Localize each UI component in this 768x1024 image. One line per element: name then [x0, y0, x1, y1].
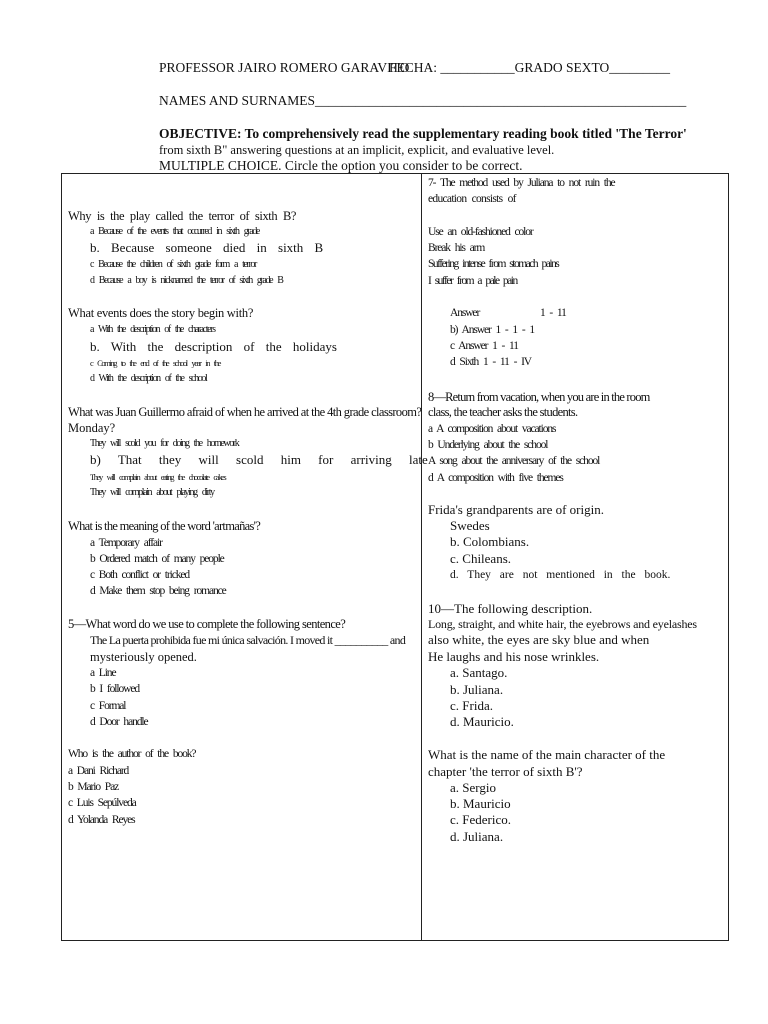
- q9-question: Frida's grandparents are of origin.: [428, 502, 604, 517]
- q8-question: 8—Return from vacation, when you are in the room: [428, 390, 650, 404]
- q3-option-d[interactable]: They will complain about playing dirty: [90, 487, 214, 498]
- q5-sentence: The La puerta prohibida fue mi única salvación. I moved it __________ and: [90, 633, 406, 647]
- q7-option-d[interactable]: I suffer from a pale pain: [428, 275, 517, 287]
- q10-option-c[interactable]: c. Frida.: [450, 698, 493, 713]
- objective-line: [159, 126, 687, 142]
- names-line: NAMES AND SURNAMES_______________________________________________________: [159, 93, 687, 108]
- q8-option-b[interactable]: b Underlying about the school: [428, 439, 548, 451]
- q5-question: 5—What word do we use to complete the following sentence?: [68, 617, 346, 631]
- q11-option-a[interactable]: a. Sergio: [450, 780, 496, 795]
- objective-text: To comprehensively read the supplementary reading book titled 'The Terror': [241, 126, 687, 141]
- q3-question-2: Monday?: [68, 421, 116, 435]
- q10-question: 10—The following description.: [428, 601, 593, 616]
- q4-option-d[interactable]: d Make them stop being romance: [90, 585, 226, 597]
- q5-option-a[interactable]: a Line: [90, 667, 116, 679]
- objective-label: OBJECTIVE:: [159, 126, 242, 141]
- q11-option-b[interactable]: b. Mauricio: [450, 796, 511, 811]
- q9-option-d[interactable]: d. They are not mentioned in the book.: [450, 569, 671, 581]
- q2-option-b[interactable]: b. With the description of the holidays: [90, 339, 337, 354]
- q5-option-d[interactable]: d Door handle: [90, 716, 148, 728]
- q4-question: What is the meaning of the word 'artmañas'?: [68, 519, 261, 533]
- q7-question-2: education consists of: [428, 193, 516, 205]
- q8-option-d[interactable]: d A composition with five themes: [428, 472, 563, 484]
- professor-line: PROFESSOR JAIRO ROMERO GARAVITO: [159, 60, 410, 75]
- q7-choices-title: Answer: [450, 307, 480, 319]
- q2-option-a[interactable]: a With the description of the characters: [90, 324, 215, 335]
- instructions-line: MULTIPLE CHOICE. Circle the option you consider to be correct.: [159, 158, 523, 173]
- q7-question: 7- The method used by Juliana to not ruin the: [428, 177, 615, 189]
- q5-sentence-2: mysteriously opened.: [90, 650, 197, 664]
- q10-line-2: Long, straight, and white hair, the eyebrows and eyelashes: [428, 617, 697, 631]
- q1-question: Why is the play called the terror of sixth B?: [68, 209, 297, 223]
- q9-option-c[interactable]: c. Chileans.: [450, 551, 512, 566]
- q4-option-b[interactable]: b Ordered match of many people: [90, 553, 224, 565]
- date-grade-line: FECHA: ___________GRADO SEXTO_________: [389, 60, 671, 75]
- q10-line-4: He laughs and his nose wrinkles.: [428, 649, 600, 664]
- q11-question-2: chapter 'the terror of sixth B'?: [428, 764, 583, 779]
- q7-option-b[interactable]: Break his arm: [428, 242, 485, 254]
- q6-option-b[interactable]: b Mario Paz: [68, 781, 119, 793]
- q9-option-a[interactable]: Swedes: [450, 518, 490, 533]
- q6-option-a[interactable]: a Dani Richard: [68, 765, 129, 777]
- q8-option-a[interactable]: a A composition about vacations: [428, 423, 556, 435]
- q7-choice-d[interactable]: d Sixth 1 - 11 - IV: [450, 356, 532, 368]
- q2-option-d[interactable]: d With the description of the school: [90, 373, 207, 384]
- q10-option-d[interactable]: d. Mauricio.: [450, 714, 514, 729]
- q7-choice-c[interactable]: c Answer 1 - 11: [450, 340, 518, 352]
- q5-option-b[interactable]: b I followed: [90, 683, 140, 695]
- q11-option-d[interactable]: d. Juliana.: [450, 829, 504, 844]
- q4-option-c[interactable]: c Both conflict or tricked: [90, 569, 190, 581]
- q5-option-c[interactable]: c Formal: [90, 700, 126, 712]
- q11-option-c[interactable]: c. Federico.: [450, 812, 512, 827]
- q9-option-b[interactable]: b. Colombians.: [450, 534, 530, 549]
- q1-option-a[interactable]: a Because of the events that occurred in sixth grade: [90, 226, 259, 237]
- q1-option-d[interactable]: d Because a boy is nicknamed the terror of sixth grade B: [90, 275, 283, 286]
- q3-question: What was Juan Guillermo afraid of when he arrived at the 4th grade classroom?: [68, 405, 422, 419]
- q7-option-a[interactable]: Use an old-fashioned color: [428, 226, 533, 238]
- q6-option-d[interactable]: d Yolanda Reyes: [68, 814, 135, 826]
- q11-question: What is the name of the main character of the: [428, 747, 666, 762]
- q2-question: What events does the story begin with?: [68, 306, 254, 320]
- q4-option-a[interactable]: a Temporary affair: [90, 537, 162, 549]
- q3-option-c[interactable]: They will complain about eating the chocolate cakes: [90, 472, 226, 482]
- q10-line-3: also white, the eyes are sky blue and when: [428, 632, 650, 647]
- q3-option-a[interactable]: They will scold you for doing the homework: [90, 438, 239, 449]
- q6-question: Who is the author of the book?: [68, 748, 196, 760]
- q7-choices-range: 1 - 11: [540, 307, 566, 319]
- q6-option-c[interactable]: c Luis Sepúlveda: [68, 797, 136, 809]
- q1-option-b[interactable]: b. Because someone died in sixth B: [90, 240, 324, 255]
- objective-line-2: from sixth B" answering questions at an implicit, explicit, and evaluative level.: [159, 143, 555, 157]
- q8-question-2: class, the teacher asks the students.: [428, 405, 578, 419]
- q3-option-b[interactable]: b) That they will scold him for arriving late: [90, 452, 428, 467]
- q2-option-c[interactable]: c Coming to the end of the school year in the: [90, 358, 220, 368]
- q7-option-c[interactable]: Suffering intense from stomach pains: [428, 258, 559, 270]
- q1-option-c[interactable]: c Because the children of sixth grade form a terror: [90, 259, 256, 270]
- q8-option-c[interactable]: A song about the anniversary of the school: [428, 455, 600, 467]
- q10-option-b[interactable]: b. Juliana.: [450, 682, 504, 697]
- column-divider: [421, 173, 422, 941]
- q7-choice-b[interactable]: b) Answer 1 - 1 - 1: [450, 324, 534, 336]
- q10-option-a[interactable]: a. Santago.: [450, 665, 508, 680]
